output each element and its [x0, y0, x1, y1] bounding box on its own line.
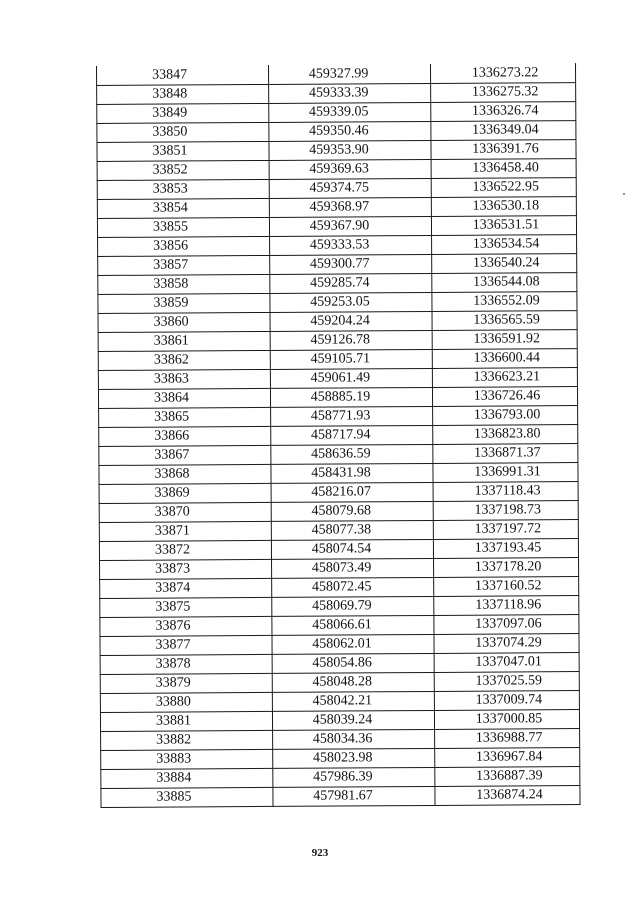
- table-row: [97, 215, 576, 237]
- y-coordinate-cell: 1336275.32: [431, 82, 576, 102]
- x-coordinate-cell: 459353.90: [269, 140, 431, 160]
- x-coordinate-cell: 459300.77: [270, 254, 432, 274]
- table-row: [98, 234, 577, 256]
- table-row: [100, 671, 579, 693]
- x-coordinate-cell: 459367.90: [269, 216, 431, 236]
- y-coordinate-cell: 1336874.24: [435, 785, 580, 805]
- table-row: [97, 82, 576, 104]
- point-id-cell: 33854: [97, 198, 269, 218]
- y-coordinate-cell: 1336726.46: [432, 386, 577, 406]
- y-coordinate-cell: 1337118.96: [434, 595, 579, 615]
- x-coordinate-cell: 459327.99: [268, 64, 430, 84]
- point-id-cell: 33850: [97, 122, 269, 142]
- y-coordinate-cell: 1336988.77: [435, 728, 580, 748]
- y-coordinate-cell: 1336326.74: [431, 101, 576, 121]
- y-coordinate-cell: 1337000.85: [434, 709, 579, 729]
- y-coordinate-cell: 1336552.09: [432, 291, 577, 311]
- table-row: [99, 519, 578, 541]
- y-coordinate-cell: 1336823.80: [433, 424, 578, 444]
- x-coordinate-cell: 458054.86: [272, 653, 434, 673]
- y-coordinate-cell: 1337160.52: [434, 576, 579, 596]
- x-coordinate-cell: 459061.49: [270, 368, 432, 388]
- x-coordinate-cell: 458042.21: [272, 691, 434, 711]
- point-id-cell: 33870: [99, 502, 271, 522]
- point-id-cell: 33864: [98, 388, 270, 408]
- table-row: [100, 595, 579, 617]
- table-row: [101, 785, 580, 807]
- point-id-cell: 33874: [100, 578, 272, 598]
- point-id-cell: 33851: [97, 141, 269, 161]
- y-coordinate-cell: 1336540.24: [432, 253, 577, 273]
- x-coordinate-cell: 458079.68: [271, 501, 433, 521]
- point-id-cell: 33848: [97, 84, 269, 104]
- coordinates-table: [96, 63, 581, 807]
- table-row: [101, 747, 580, 769]
- table-row: [97, 196, 576, 218]
- table-row: [100, 690, 579, 712]
- y-coordinate-cell: 1337197.72: [433, 519, 578, 539]
- point-id-cell: 33876: [100, 616, 272, 636]
- table-row: [99, 481, 578, 503]
- table-row: [97, 139, 576, 161]
- x-coordinate-cell: 458771.93: [271, 406, 433, 426]
- x-coordinate-cell: 458073.49: [272, 558, 434, 578]
- point-id-cell: 33880: [100, 692, 272, 712]
- point-id-cell: 33853: [97, 179, 269, 199]
- table-row: [96, 63, 575, 85]
- y-coordinate-cell: 1337009.74: [434, 690, 579, 710]
- y-coordinate-cell: 1336522.95: [431, 177, 576, 197]
- x-coordinate-cell: 459204.24: [270, 311, 432, 331]
- point-id-cell: 33883: [101, 749, 273, 769]
- y-coordinate-cell: 1337047.01: [434, 652, 579, 672]
- y-coordinate-cell: 1336391.76: [431, 139, 576, 159]
- point-id-cell: 33881: [100, 711, 272, 731]
- y-coordinate-cell: 1336565.59: [432, 310, 577, 330]
- x-coordinate-cell: 458072.45: [272, 577, 434, 597]
- point-id-cell: 33871: [99, 521, 271, 541]
- table-row: [100, 633, 579, 655]
- point-id-cell: 33878: [100, 654, 272, 674]
- x-coordinate-cell: 458431.98: [271, 463, 433, 483]
- point-id-cell: 33855: [97, 217, 269, 237]
- y-coordinate-cell: 1336600.44: [432, 348, 577, 368]
- point-id-cell: 33877: [100, 635, 272, 655]
- x-coordinate-cell: 458216.07: [271, 482, 433, 502]
- y-coordinate-cell: 1336991.31: [433, 462, 578, 482]
- y-coordinate-cell: 1337074.29: [434, 633, 579, 653]
- x-coordinate-cell: 458048.28: [272, 672, 434, 692]
- table-row: [99, 500, 578, 522]
- point-id-cell: 33849: [97, 103, 269, 123]
- y-coordinate-cell: 1337025.59: [434, 671, 579, 691]
- point-id-cell: 33863: [98, 369, 270, 389]
- y-coordinate-cell: 1336273.22: [430, 63, 575, 83]
- x-coordinate-cell: 458039.24: [272, 710, 434, 730]
- point-id-cell: 33868: [99, 464, 271, 484]
- y-coordinate-cell: 1337198.73: [433, 500, 578, 520]
- y-coordinate-cell: 1336871.37: [433, 443, 578, 463]
- x-coordinate-cell: 457981.67: [273, 786, 435, 806]
- y-coordinate-cell: 1336887.39: [435, 766, 580, 786]
- point-id-cell: 33873: [100, 559, 272, 579]
- x-coordinate-cell: 458885.19: [270, 387, 432, 407]
- x-coordinate-cell: 458074.54: [271, 539, 433, 559]
- x-coordinate-cell: 459105.71: [270, 349, 432, 369]
- point-id-cell: 33879: [100, 673, 272, 693]
- table-row: [99, 405, 578, 427]
- y-coordinate-cell: 1336591.92: [432, 329, 577, 349]
- table-row: [100, 557, 579, 579]
- y-coordinate-cell: 1337118.43: [433, 481, 578, 501]
- point-id-cell: 33872: [99, 540, 271, 560]
- y-coordinate-cell: 1336349.04: [431, 120, 576, 140]
- point-id-cell: 33865: [99, 407, 271, 427]
- table-row: [98, 348, 577, 370]
- point-id-cell: 33852: [97, 160, 269, 180]
- table-row: [97, 101, 576, 123]
- point-id-cell: 33869: [99, 483, 271, 503]
- x-coordinate-cell: 459126.78: [270, 330, 432, 350]
- table-row: [101, 766, 580, 788]
- point-id-cell: 33856: [98, 236, 270, 256]
- scan-speck: [623, 193, 625, 195]
- x-coordinate-cell: 459369.63: [269, 159, 431, 179]
- table-row: [100, 614, 579, 636]
- y-coordinate-cell: 1336967.84: [435, 747, 580, 767]
- x-coordinate-cell: 459368.97: [269, 197, 431, 217]
- y-coordinate-cell: 1336623.21: [432, 367, 577, 387]
- table-row: [100, 709, 579, 731]
- x-coordinate-cell: 458077.38: [271, 520, 433, 540]
- table-row: [99, 538, 578, 560]
- table-row: [98, 367, 577, 389]
- table-row: [101, 728, 580, 750]
- point-id-cell: 33862: [98, 350, 270, 370]
- x-coordinate-cell: 458023.98: [273, 748, 435, 768]
- x-coordinate-cell: 458062.01: [272, 634, 434, 654]
- table-row: [99, 443, 578, 465]
- point-id-cell: 33875: [100, 597, 272, 617]
- x-coordinate-cell: 459333.39: [269, 83, 431, 103]
- point-id-cell: 33858: [98, 274, 270, 294]
- y-coordinate-cell: 1337178.20: [434, 557, 579, 577]
- y-coordinate-cell: 1337193.45: [433, 538, 578, 558]
- table-row: [98, 253, 577, 275]
- point-id-cell: 33847: [96, 65, 268, 85]
- y-coordinate-cell: 1336544.08: [432, 272, 577, 292]
- table-row: [100, 576, 579, 598]
- page-number: 923: [311, 847, 329, 859]
- y-coordinate-cell: 1337097.06: [434, 614, 579, 634]
- x-coordinate-cell: 459333.53: [270, 235, 432, 255]
- y-coordinate-cell: 1336531.51: [431, 215, 576, 235]
- table-row: [98, 310, 577, 332]
- y-coordinate-cell: 1336530.18: [431, 196, 576, 216]
- point-id-cell: 33882: [101, 730, 273, 750]
- point-id-cell: 33859: [98, 293, 270, 313]
- table-row: [98, 386, 577, 408]
- point-id-cell: 33860: [98, 312, 270, 332]
- x-coordinate-cell: 459350.46: [269, 121, 431, 141]
- table-row: [97, 120, 576, 142]
- x-coordinate-cell: 458066.61: [272, 615, 434, 635]
- x-coordinate-cell: 459253.05: [270, 292, 432, 312]
- table-row: [98, 329, 577, 351]
- y-coordinate-cell: 1336793.00: [433, 405, 578, 425]
- table-row: [100, 652, 579, 674]
- table-row: [99, 462, 578, 484]
- table-row: [99, 424, 578, 446]
- point-id-cell: 33857: [98, 255, 270, 275]
- x-coordinate-cell: 458069.79: [272, 596, 434, 616]
- table-row: [97, 177, 576, 199]
- y-coordinate-cell: 1336534.54: [432, 234, 577, 254]
- y-coordinate-cell: 1336458.40: [431, 158, 576, 178]
- point-id-cell: 33866: [99, 426, 271, 446]
- table-row: [98, 291, 577, 313]
- point-id-cell: 33867: [99, 445, 271, 465]
- point-id-cell: 33861: [98, 331, 270, 351]
- x-coordinate-cell: 459374.75: [269, 178, 431, 198]
- x-coordinate-cell: 458717.94: [271, 425, 433, 445]
- x-coordinate-cell: 459339.05: [269, 102, 431, 122]
- x-coordinate-cell: 459285.74: [270, 273, 432, 293]
- table-row: [97, 158, 576, 180]
- point-id-cell: 33884: [101, 768, 273, 788]
- table-body: [96, 63, 580, 807]
- point-id-cell: 33885: [101, 787, 273, 807]
- table-row: [98, 272, 577, 294]
- x-coordinate-cell: 458636.59: [271, 444, 433, 464]
- x-coordinate-cell: 457986.39: [273, 767, 435, 787]
- x-coordinate-cell: 458034.36: [273, 729, 435, 749]
